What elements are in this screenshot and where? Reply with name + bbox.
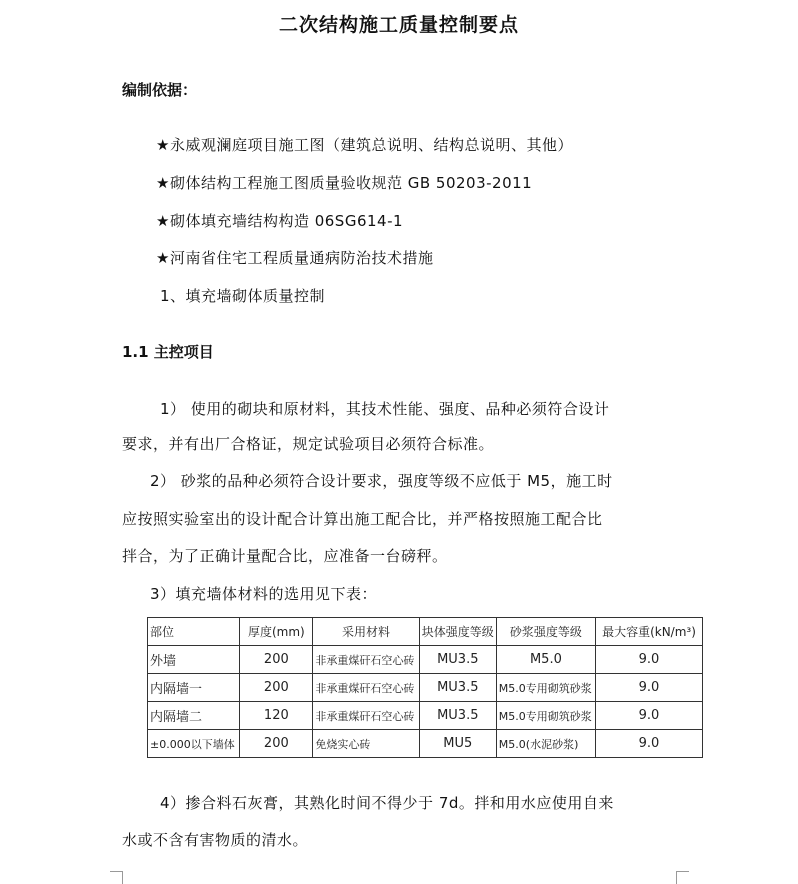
table-cell: 非承重煤矸石空心砖	[313, 646, 419, 674]
table-cell: MU5	[419, 730, 496, 758]
table-header-cell: 砂浆强度等级	[496, 618, 595, 646]
table-cell: 200	[240, 730, 313, 758]
paragraph-line: 2） 砂浆的品种必须符合设计要求，强度等级不应低于 M5，施工时	[150, 472, 613, 490]
table-cell: 9.0	[596, 674, 703, 702]
paragraph-line: 拌合，为了正确计量配合比，应准备一台磅秤。	[122, 547, 448, 565]
table-cell: 9.0	[596, 646, 703, 674]
table-row	[148, 674, 703, 702]
basis-heading: 编制依据：	[122, 81, 198, 99]
basis-item: ★永威观澜庭项目施工图（建筑总说明、结构总说明、其他）	[156, 136, 573, 154]
table-cell: ±0.000以下墙体	[148, 730, 240, 758]
table-cell: 内隔墙一	[148, 674, 240, 702]
table-cell: MU3.5	[419, 674, 496, 702]
table-header-cell: 采用材料	[313, 618, 419, 646]
table-row	[148, 730, 703, 758]
table-cell: M5.0专用砌筑砂浆	[496, 702, 595, 730]
table-cell: MU3.5	[419, 702, 496, 730]
document-title: 二次结构施工质量控制要点	[278, 14, 519, 36]
materials-table	[147, 617, 703, 758]
paragraph-line: 4）掺合料石灰膏，其熟化时间不得少于 7d。拌和用水应使用自来	[160, 794, 614, 812]
table-header-cell: 部位	[148, 618, 240, 646]
paragraph-line: 水或不含有害物质的清水。	[122, 831, 309, 849]
table-cell: 非承重煤矸石空心砖	[313, 674, 419, 702]
table-cell: 200	[240, 674, 313, 702]
basis-item: ★砌体填充墙结构构造 06SG614-1	[156, 212, 404, 230]
table-row	[148, 646, 703, 674]
basis-item: ★河南省住宅工程质量通病防治技术措施	[156, 249, 434, 267]
paragraph-line: 1） 使用的砌块和原材料，其技术性能、强度、品种必须符合设计	[160, 400, 610, 418]
table-cell: 免烧实心砖	[313, 730, 419, 758]
table-cell: 内隔墙二	[148, 702, 240, 730]
table-cell: 外墙	[148, 646, 240, 674]
table-cell: 120	[240, 702, 313, 730]
paragraph-line: 要求，并有出厂合格证，规定试验项目必须符合标准。	[122, 435, 495, 453]
page-corner-mark	[676, 871, 689, 884]
paragraph-line: 应按照实验室出的设计配合计算出施工配合比，并严格按照施工配合比	[122, 510, 603, 528]
table-header-cell: 块体强度等级	[419, 618, 496, 646]
table-cell: M5.0专用砌筑砂浆	[496, 674, 595, 702]
table-cell: M5.0(水泥砂浆)	[496, 730, 595, 758]
table-header-cell: 最大容重(kN/m³)	[596, 618, 703, 646]
table-header-cell: 厚度(mm)	[240, 618, 313, 646]
table-cell: 非承重煤矸石空心砖	[313, 702, 419, 730]
table-cell: 9.0	[596, 702, 703, 730]
table-cell: MU3.5	[419, 646, 496, 674]
table-header-row	[148, 618, 703, 646]
page-corner-mark	[110, 871, 123, 884]
table-cell: 9.0	[596, 730, 703, 758]
paragraph-line: 3）填充墙体材料的选用见下表：	[150, 585, 378, 603]
subsection-heading: 1.1 主控项目	[122, 343, 214, 361]
section-heading: 1、填充墙砌体质量控制	[160, 287, 326, 305]
table-row	[148, 702, 703, 730]
table-cell: 200	[240, 646, 313, 674]
table-cell: M5.0	[496, 646, 595, 674]
basis-item: ★砌体结构工程施工图质量验收规范 GB 50203-2011	[156, 174, 533, 192]
